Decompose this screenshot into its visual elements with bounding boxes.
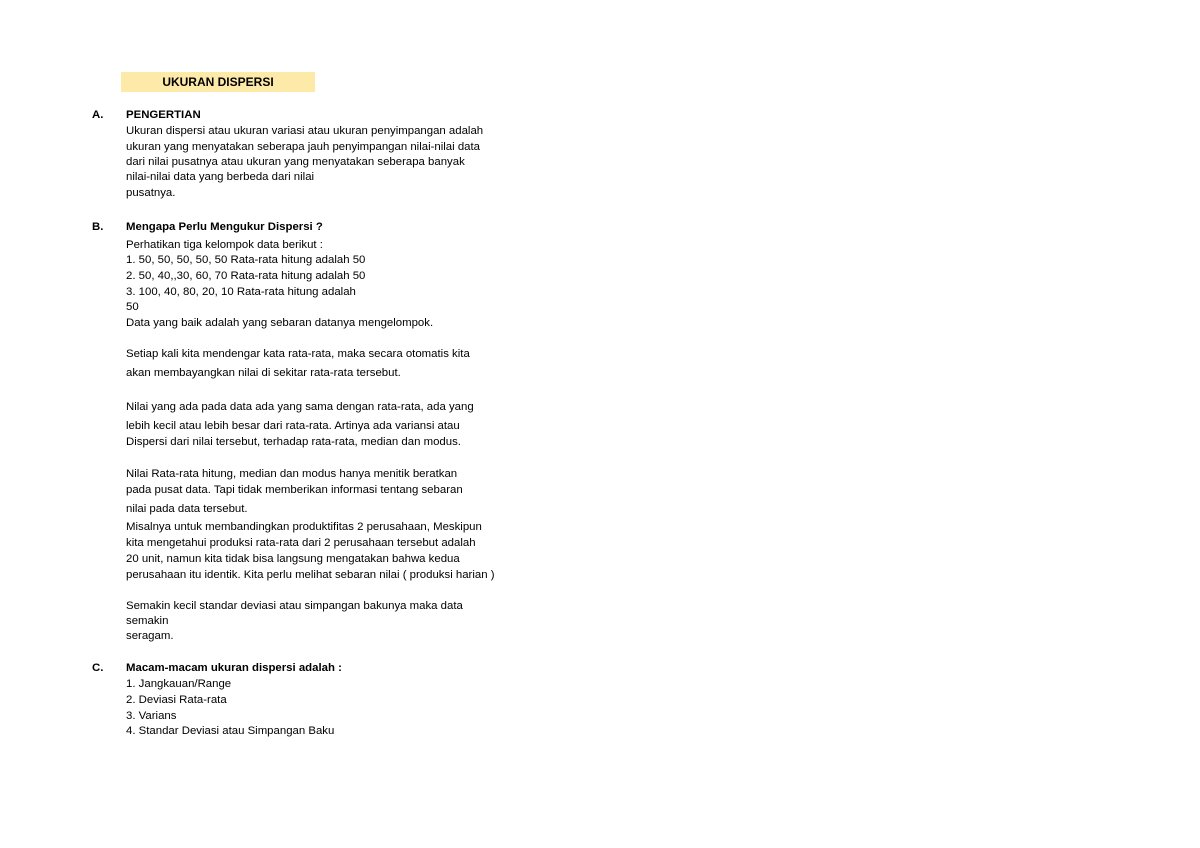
section-b-line: 50 (126, 301, 139, 313)
document-title: UKURAN DISPERSI (121, 72, 315, 92)
list-item: 1. Jangkauan/Range (126, 678, 232, 690)
section-b-line: Nilai Rata-rata hitung, median dan modus hanya menitik beratkan (126, 468, 458, 480)
section-a-heading: PENGERTIAN (126, 109, 201, 121)
section-a-line: ukuran yang menyatakan seberapa jauh penyimpangan nilai-nilai data (126, 141, 480, 153)
section-b-line: nilai pada data tersebut. (126, 503, 248, 515)
section-b-line: Semakin kecil standar deviasi atau simpangan bakunya maka data (126, 600, 463, 612)
section-b-marker: B. (92, 221, 104, 233)
section-b-line: semakin (126, 615, 169, 627)
section-a-marker: A. (92, 109, 104, 121)
section-a-line: nilai-nilai data yang berbeda dari nilai (126, 171, 315, 183)
section-a-line: dari nilai pusatnya atau ukuran yang menyatakan seberapa banyak (126, 156, 465, 168)
section-a-line: pusatnya. (126, 187, 176, 199)
list-item: 2. Deviasi Rata-rata (126, 694, 227, 706)
section-b-line: Perhatikan tiga kelompok data berikut : (126, 239, 323, 251)
section-b-line: pada pusat data. Tapi tidak memberikan informasi tentang sebaran (126, 484, 463, 496)
section-b-line: 1. 50, 50, 50, 50, 50 Rata-rata hitung adalah 50 (126, 254, 366, 266)
section-c-marker: C. (92, 662, 104, 674)
section-b-line: akan membayangkan nilai di sekitar rata-rata tersebut. (126, 367, 401, 379)
section-b-line: Dispersi dari nilai tersebut, terhadap rata-rata, median dan modus. (126, 436, 461, 448)
section-b-line: 20 unit, namun kita tidak bisa langsung mengatakan bahwa kedua (126, 553, 460, 565)
section-b-line: Setiap kali kita mendengar kata rata-rata, maka secara otomatis kita (126, 348, 470, 360)
section-b-line: seragam. (126, 630, 174, 642)
section-b-line: Nilai yang ada pada data ada yang sama dengan rata-rata, ada yang (126, 401, 474, 413)
section-b-line: 2. 50, 40,,30, 60, 70 Rata-rata hitung adalah 50 (126, 270, 366, 282)
section-b-line: Misalnya untuk membandingkan produktifitas 2 perusahaan, Meskipun (126, 521, 482, 533)
list-item: 4. Standar Deviasi atau Simpangan Baku (126, 725, 335, 737)
section-b-line: perusahaan itu identik. Kita perlu melihat sebaran nilai ( produksi harian ) (126, 569, 495, 581)
list-item: 3. Varians (126, 710, 177, 722)
section-b-line: lebih kecil atau lebih besar dari rata-rata. Artinya ada variansi atau (126, 420, 460, 432)
section-b-line: Data yang baik adalah yang sebaran datanya mengelompok. (126, 317, 434, 329)
section-b-line: kita mengetahui produksi rata-rata dari 2 perusahaan tersebut adalah (126, 537, 476, 549)
section-b-line: 3. 100, 40, 80, 20, 10 Rata-rata hitung adalah (126, 286, 356, 298)
section-c-heading: Macam-macam ukuran dispersi adalah : (126, 662, 342, 674)
section-a-line: Ukuran dispersi atau ukuran variasi atau ukuran penyimpangan adalah (126, 125, 484, 137)
section-b-heading: Mengapa Perlu Mengukur Dispersi ? (126, 221, 323, 233)
